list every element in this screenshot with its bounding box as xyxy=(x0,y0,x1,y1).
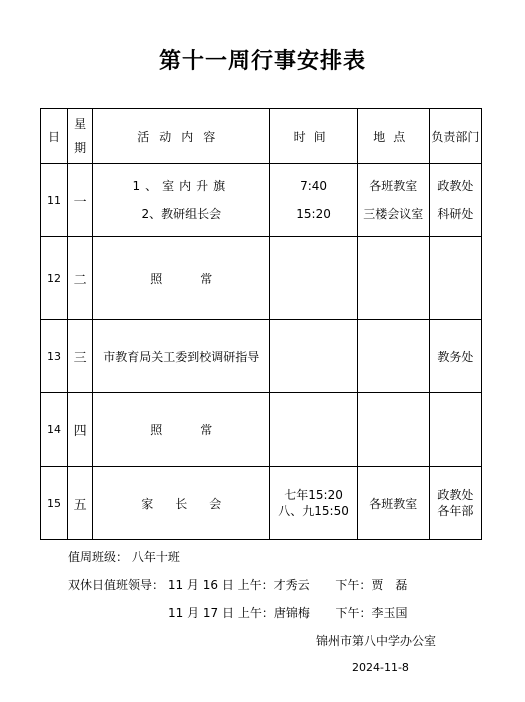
place-cell xyxy=(357,164,429,237)
time-cell xyxy=(270,164,357,237)
day-cell: 14 xyxy=(41,393,68,467)
table-row xyxy=(41,237,482,320)
activity-cell: 家长会 xyxy=(93,467,270,540)
weekend-duty-line-1 xyxy=(68,576,407,593)
header-day: 日 xyxy=(41,109,68,164)
header-row xyxy=(41,109,482,164)
time-item: 七年15:20 xyxy=(284,488,343,502)
table-row xyxy=(41,393,482,467)
table-row xyxy=(41,467,482,540)
dept-cell xyxy=(429,393,481,467)
duty-date: 11 月 17 日 xyxy=(168,606,234,620)
duty-date: 11 月 16 日 xyxy=(167,578,234,592)
dept-item: 政教处 xyxy=(437,488,474,502)
place-cell: 各班教室 xyxy=(357,467,429,540)
weekday-cell: 五 xyxy=(68,467,93,540)
header-dept: 负责部门 xyxy=(429,109,481,164)
office-signature: 锦州市第八中学办公室 xyxy=(316,634,437,648)
time-cell xyxy=(270,393,357,467)
activity-item: 1、室内升旗 xyxy=(132,179,231,193)
activity-cell: 市教育局关工委到校调研指导 xyxy=(93,320,270,393)
time-cell xyxy=(270,467,357,540)
place-item: 三楼会议室 xyxy=(363,207,424,221)
duty-am: 上午：唐锦梅 xyxy=(237,606,310,620)
activity-cell: 照常 xyxy=(93,393,270,467)
weekend-duty-line-2 xyxy=(168,604,408,621)
header-activity: 活动内容 xyxy=(93,109,270,164)
dept-cell xyxy=(429,164,481,237)
day-cell: 15 xyxy=(41,467,68,540)
activity-cell: 照常 xyxy=(93,237,270,320)
duty-pm: 下午：李玉国 xyxy=(335,606,408,620)
duty-class-label: 值周班级： xyxy=(68,550,129,564)
time-cell xyxy=(270,237,357,320)
time-item: 八、九15:50 xyxy=(278,504,349,518)
time-cell xyxy=(270,320,357,393)
weekend-duty-label: 双休日值班领导： xyxy=(68,578,165,592)
duty-am: 上午：才秀云 xyxy=(237,578,310,592)
day-cell: 11 xyxy=(41,164,68,237)
header-place: 地点 xyxy=(357,109,429,164)
activity-item: 2、教研组长会 xyxy=(141,207,222,221)
place-cell xyxy=(357,237,429,320)
duty-class-line xyxy=(68,548,180,565)
weekday-cell: 三 xyxy=(68,320,93,393)
dept-cell xyxy=(429,467,481,540)
dept-item: 科研处 xyxy=(437,207,474,221)
duty-class-value: 八年十班 xyxy=(131,550,180,564)
place-item: 各班教室 xyxy=(369,179,418,193)
dept-cell xyxy=(429,237,481,320)
dept-item: 政教处 xyxy=(437,179,474,193)
page-title: 第十一周行事安排表 xyxy=(158,49,366,74)
header-time: 时间 xyxy=(270,109,357,164)
time-item: 7:40 xyxy=(300,179,328,193)
activity-cell xyxy=(93,164,270,237)
dept-cell: 教务处 xyxy=(429,320,481,393)
place-cell xyxy=(357,320,429,393)
weekday-cell: 一 xyxy=(68,164,93,237)
schedule-table xyxy=(40,108,482,540)
day-cell: 13 xyxy=(41,320,68,393)
weekday-cell: 四 xyxy=(68,393,93,467)
issue-date: 2024-11-8 xyxy=(352,661,409,674)
table-row xyxy=(41,320,482,393)
weekday-cell: 二 xyxy=(68,237,93,320)
table-row xyxy=(41,164,482,237)
place-cell xyxy=(357,393,429,467)
time-item: 15:20 xyxy=(296,207,331,221)
duty-pm: 下午：贾 磊 xyxy=(335,578,408,592)
dept-item: 各年部 xyxy=(437,504,474,518)
day-cell: 12 xyxy=(41,237,68,320)
header-week: 星期 xyxy=(68,109,93,164)
